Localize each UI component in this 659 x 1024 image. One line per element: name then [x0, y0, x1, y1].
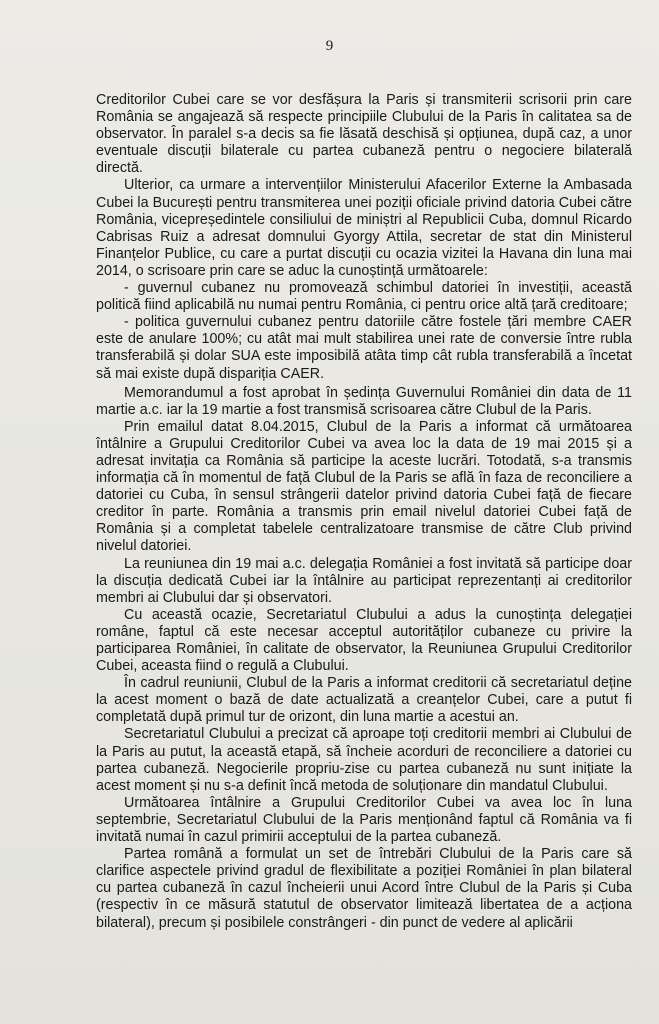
paragraph: Creditorilor Cubei care se vor desfășura la Paris și transmiterii scrisorii prin care România se angajează să respecte principiile Clubului de la Paris în calitatea sa de observator. În paralel s-a decis sa fie lăsată deschisă și opțiunea, după caz, a unor eventuale discuții bilaterale cu partea cubaneză pentru o negociere bilaterală directă.	[96, 92, 632, 177]
paragraph: Ulterior, ca urmare a intervențiilor Ministerului Afacerilor Externe la Ambasada Cubei la București pentru transmiterea unei poziții oficiale privind datoria Cubei către România, vicepreședintele consiliului de miniștri al Republicii Cuba, domnul Ricardo Cabrisas Ruiz a adresat domnului Gyorgy Attila, secretar de stat din Ministerul Finanțelor Publice, cu care a purtat discuții cu ocazia vizitei la Havana din luna mai 2014, o scrisoare prin care se aduc la cunoștință următoarele:	[96, 177, 632, 279]
paragraph: Următoarea întâlnire a Grupului Creditorilor Cubei va avea loc în luna septembrie, Secretariatul Clubului de la Paris menționând faptul că România va fi invitată numai în cazul primirii acceptului de la partea cubaneză.	[96, 794, 632, 846]
paragraph: În cadrul reuniunii, Clubul de la Paris a informat creditorii că secretariatul deține la acest moment o bază de date actualizată a creanțelor Cubei, care a putut fi completată după primul tur de orizont, din luna martie a acestui an.	[96, 675, 632, 726]
paragraph: Cu această ocazie, Secretariatul Clubului a adus la cunoștința delegației române, faptul că este necesar acceptul autorităților cubaneze cu privire la participarea României, în calitate de observator, la Reuniunea Grupului Creditorilor Cubei, aceasta fiind o regulă a Clubului.	[96, 606, 632, 675]
paragraph: Prin emailul datat 8.04.2015, Clubul de la Paris a informat că următoarea întâlnire a Grupului Creditorilor Cubei va avea loc la data de 19 mai 2015 și a adresat invitația ca România să participe la aceste lucrări. Totodată, s-a transmis informația că în momentul de față Clubul de la Paris se află în faza de reconciliere a datoriei cu Cuba, în sensul strângerii datelor privind datoria Cubei față de fiecare creditor în parte. România a transmis prin email nivelul datoriei Cubei față de România și a completat tabelele centralizatoare transmise de către Club privind nivelul datoriei.	[96, 418, 632, 555]
document-body	[96, 92, 632, 932]
bullet-paragraph: - guvernul cubanez nu promovează schimbul datoriei în investiții, această politică fiind aplicabilă nu numai pentru România, ci pentru orice altă țară creditoare;	[96, 280, 632, 314]
paragraph: Secretariatul Clubului a precizat că aproape toți creditorii membri ai Clubului de la Paris au putut, la această etapă, să încheie acorduri de reconciliere a datoriei cu partea cubaneză. Negocierile propriu-zise cu partea cubaneză nu sunt inițiate la acest moment și nu s-a definit încă metoda de soluționare din mandatul Clubului.	[96, 726, 632, 794]
paragraph: La reuniunea din 19 mai a.c. delegația României a fost invitată să participe doar la discuția dedicată Cubei iar la întâlnire au participat reprezentanți ai creditorilor membri ai Clubului dar și observatori.	[96, 555, 632, 606]
bullet-paragraph: - politica guvernului cubanez pentru datoriile către fostele țări membre CAER este de anulare 100%; cu atât mai mult stabilirea unei rate de conversie între rubla transferabilă și dolar SUA este imposibilă atâta timp cât rubla transferabilă a încetat să mai existe după dispariția CAER.	[96, 314, 632, 382]
paragraph: Partea română a formulat un set de întrebări Clubului de la Paris care să clarifice aspectele privind gradul de flexibilitate a poziției României în plan bilateral cu partea cubaneză în cazul încheierii unui Acord între Clubul de la Paris și Cuba (respectiv în ce măsură statutul de observator limitează libertatea de a acționa bilateral), precum și posibilele constrângeri - din punct de vedere al aplicării	[96, 846, 632, 931]
paragraph: Memorandumul a fost aprobat în ședința Guvernului României din data de 11 martie a.c. iar la 19 martie a fost transmisă scrisoarea către Clubul de la Paris.	[96, 384, 632, 418]
page-number: 9	[325, 38, 334, 54]
